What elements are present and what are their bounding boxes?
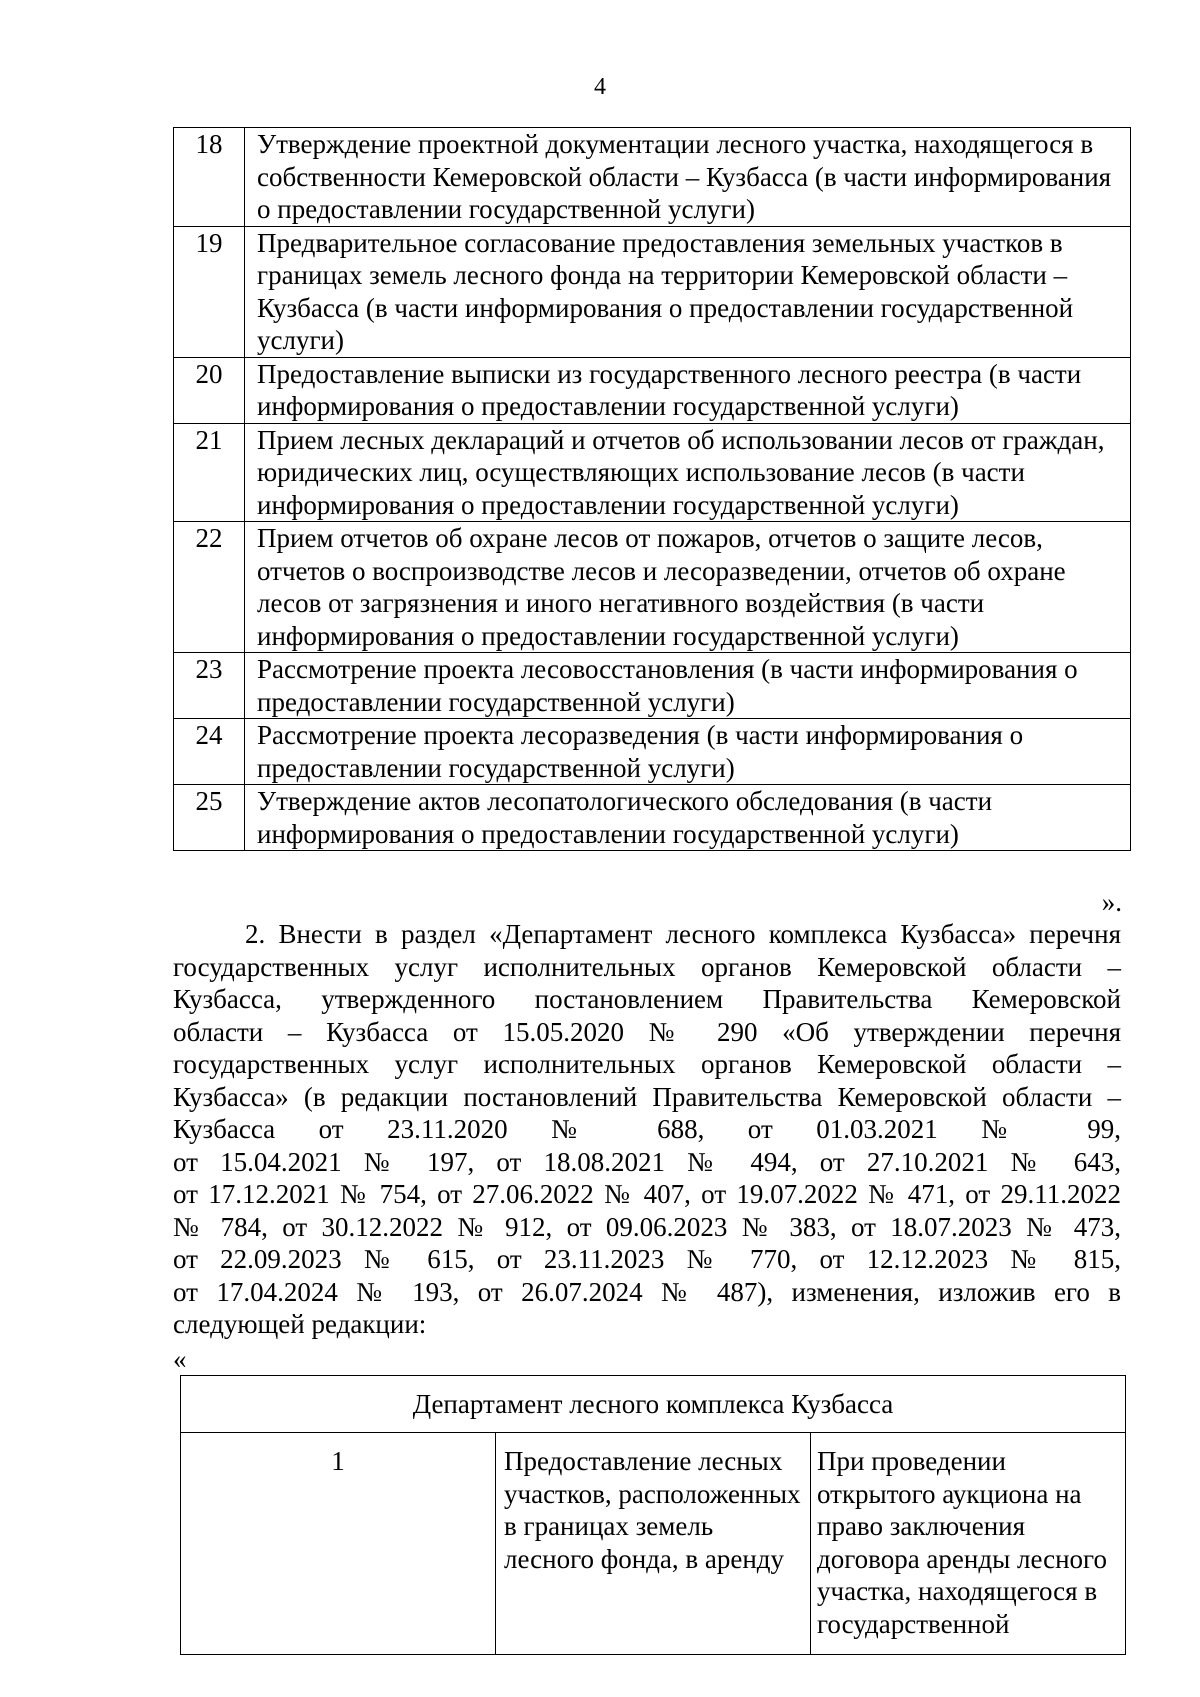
paragraph-line: государственных услуг исполнительных органов Кемеровской области – — [173, 951, 1121, 982]
service-name: Прием отчетов об охране лесов от пожаров, отчетов о защите лесов, отчетов о воспроизводстве лесов и лесоразведении, отчетов об охране лесов от загрязнения и иного негативного воздействия (в части информирования о предоставлении государственной услуги) — [245, 522, 1131, 653]
row-number: 23 — [174, 653, 245, 719]
table-row — [174, 423, 1131, 522]
paragraph-line: Кузбасса от 23.11.2020 № 688, от 01.03.2021 № 99, — [173, 1114, 1121, 1144]
services-table — [173, 127, 1131, 851]
row-number: 25 — [174, 785, 245, 851]
department-header-row — [181, 1376, 1126, 1433]
closing-quote: ». — [1101, 887, 1122, 917]
row-number: 1 — [181, 1433, 496, 1655]
service-name: Рассмотрение проекта лесоразведения (в части информирования о предоставлении государственной услуги) — [245, 719, 1131, 785]
table-row — [174, 653, 1131, 719]
page-number: 4 — [594, 74, 606, 100]
service-name: Предоставление лесных участков, расположенных в границах земель лесного фонда, в аренду — [496, 1433, 811, 1655]
opening-quote: « — [173, 1344, 187, 1374]
table-row — [174, 785, 1131, 851]
row-number: 20 — [174, 357, 245, 423]
paragraph-line: от 17.12.2021 № 754, от 27.06.2022 № 407, от 19.07.2022 № 471, от 29.11.2022 — [173, 1179, 1121, 1209]
service-condition: При проведении открытого аукциона на право заключения договора аренды лесного участка, находящегося в государственной — [811, 1433, 1126, 1655]
row-number: 19 — [174, 226, 245, 357]
table-row — [174, 522, 1131, 653]
table-row — [174, 128, 1131, 227]
paragraph-line: 2. Внести в раздел «Департамент лесного комплекса Кузбасса» перечня — [245, 919, 1121, 949]
paragraph-line: № 784, от 30.12.2022 № 912, от 09.06.2023 № 383, от 18.07.2023 № 473, — [173, 1211, 1121, 1242]
paragraph-line: от 17.04.2024 № 193, от 26.07.2024 № 487), изменения, изложив его в — [173, 1276, 1121, 1307]
amendment-paragraph — [173, 918, 1121, 1341]
service-name: Утверждение актов лесопатологического обследования (в части информирования о предоставлении государственной услуги) — [245, 785, 1131, 851]
service-name: Утверждение проектной документации лесного участка, находящегося в собственности Кемеровской области – Кузбасса (в части информирования о предоставлении государственной услуги) — [245, 128, 1131, 227]
table-row — [181, 1433, 1126, 1655]
service-name: Предварительное согласование предоставления земельных участков в границах земель лесного фонда на территории Кемеровской области – Кузбасса (в части информирования о предоставлении государственной услуги) — [245, 226, 1131, 357]
row-number: 21 — [174, 423, 245, 522]
paragraph-line: от 15.04.2021 № 197, от 18.08.2021 № 494, от 27.10.2021 № 643, — [173, 1146, 1121, 1177]
paragraph-line: следующей редакции: — [173, 1309, 427, 1339]
service-name: Предоставление выписки из государственного лесного реестра (в части информирования о предоставлении государственной услуги) — [245, 357, 1131, 423]
table-row — [174, 719, 1131, 785]
table-row — [174, 226, 1131, 357]
paragraph-line: области – Кузбасса от 15.05.2020 № 290 «Об утверждении перечня — [173, 1016, 1121, 1047]
service-name: Прием лесных деклараций и отчетов об использовании лесов от граждан, юридических лиц, осуществляющих использование лесов (в части информирования о предоставлении государственной услуги) — [245, 423, 1131, 522]
paragraph-line: государственных услуг исполнительных органов Кемеровской области – — [173, 1049, 1121, 1079]
paragraph-line: Кузбасса» (в редакции постановлений Правительства Кемеровской области – — [173, 1081, 1121, 1112]
row-number: 24 — [174, 719, 245, 785]
department-header: Департамент лесного комплекса Кузбасса — [181, 1376, 1126, 1433]
department-table — [180, 1375, 1126, 1655]
row-number: 22 — [174, 522, 245, 653]
service-name: Рассмотрение проекта лесовосстановления (в части информирования о предоставлении государственной услуги) — [245, 653, 1131, 719]
table-row — [174, 357, 1131, 423]
row-number: 18 — [174, 128, 245, 227]
paragraph-line: Кузбасса, утвержденного постановлением Правительства Кемеровской — [173, 984, 1121, 1014]
paragraph-line: от 22.09.2023 № 615, от 23.11.2023 № 770, от 12.12.2023 № 815, — [173, 1244, 1121, 1274]
